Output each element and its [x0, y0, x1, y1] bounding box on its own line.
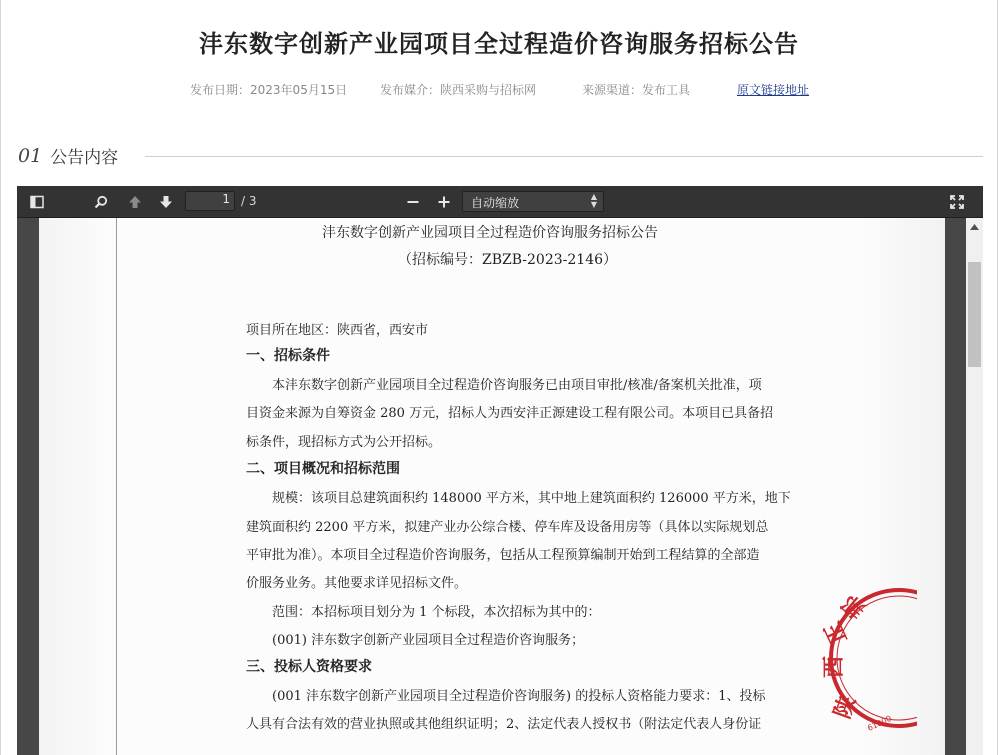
doc-paragraph-line: (001) 沣东数字创新产业园项目全过程造价咨询服务； — [272, 633, 585, 648]
doc-paragraph-line: 本沣东数字创新产业园项目全过程造价咨询服务已由项目审批/核准/备案机关批准，项 — [272, 378, 762, 393]
source-channel — [582, 81, 690, 98]
doc-heading-2: 二、项目概况和招标范围 — [246, 461, 400, 477]
doc-region: 项目所在地区：陕西省，西安市 — [246, 323, 429, 338]
publish-media — [380, 81, 536, 98]
page-title: 沣东数字创新产业园项目全过程造价咨询服务招标公告 — [199, 30, 799, 58]
next-page-icon[interactable] — [156, 192, 176, 212]
doc-paragraph-line: 规模：该项目总建筑面积约 148000 平方米，其中地上建筑面积约 126000 平方米，地下 — [272, 491, 791, 506]
svg-text:邦: 邦 — [837, 589, 871, 623]
original-link-wrap — [737, 81, 809, 98]
doc-paragraph-line: 平审批为准）。本项目全过程造价咨询服务，包括从工程预算编制开始到工程结算的全部造 — [246, 548, 760, 563]
zoom-in-icon[interactable] — [434, 192, 454, 212]
select-arrows-icon: ▲ ▼ — [590, 192, 597, 209]
scan-margin-line — [116, 218, 117, 755]
doc-bid-number: （招标编号：ZBZB-2023-2146） — [398, 252, 618, 268]
publish-date-label: 发布日期： — [190, 83, 251, 97]
section-heading — [18, 143, 118, 168]
page-border-left — [0, 0, 1, 755]
section-number: 01 — [18, 144, 43, 167]
media-label: 发布媒介： — [380, 83, 441, 97]
zoom-out-icon[interactable] — [403, 192, 423, 212]
doc-paragraph-line: 人具有合法有效的营业执照或其他组织证明；2、法定代表人授权书（附法定代表人身份证 — [246, 717, 762, 732]
doc-heading-3: 三、投标人资格要求 — [246, 659, 372, 675]
svg-text:西: 西 — [822, 655, 847, 678]
svg-text:61000: 61000 — [866, 713, 893, 733]
scroll-up-icon[interactable] — [966, 218, 983, 235]
svg-text:陕: 陕 — [830, 692, 862, 723]
source-value: 发布工具 — [642, 83, 691, 97]
vertical-scrollbar[interactable] — [966, 218, 983, 755]
doc-paragraph-line: 范围：本招标项目划分为 1 个标段，本次招标为其中的： — [272, 605, 601, 620]
section-divider — [145, 156, 983, 157]
publish-date-value: 2023年05月15日 — [250, 83, 348, 97]
pdf-viewer — [17, 186, 983, 755]
fullscreen-icon[interactable] — [947, 192, 967, 212]
svg-text:正: 正 — [820, 617, 853, 649]
doc-paragraph-line: 价服务业务。其他要求详见招标文件。 — [246, 576, 468, 591]
doc-heading-1: 一、招标条件 — [246, 348, 330, 364]
source-label: 来源渠道： — [582, 83, 643, 97]
document-page — [39, 218, 945, 755]
doc-paragraph-line: (001 沣东数字创新产业园项目全过程造价咨询服务) 的投标人资格能力要求：1、投标 — [272, 689, 766, 704]
doc-paragraph-line: 建筑面积约 2200 平方米，拟建产业办公综合楼、停车库及设备用房等（具体以实际规划总 — [246, 520, 769, 535]
page-number-input[interactable]: 1 — [185, 191, 235, 211]
original-link[interactable]: 原文链接地址 — [737, 83, 810, 97]
section-title: 公告内容 — [50, 148, 119, 168]
page-count: / 3 — [241, 194, 257, 208]
doc-title: 沣东数字创新产业园项目全过程造价咨询服务招标公告 — [322, 225, 658, 241]
scrollbar-thumb[interactable] — [968, 262, 981, 367]
sidebar-toggle-icon[interactable] — [27, 192, 47, 212]
document-area[interactable] — [17, 218, 966, 755]
zoom-value: 自动缩放 — [471, 196, 520, 210]
doc-paragraph-line: 目资金来源为自筹资金 280 万元，招标人为西安沣正源建设工程有限公司。本项目已具备招 — [246, 406, 774, 421]
doc-paragraph-line: 标条件，现招标方式为公开招标。 — [246, 435, 442, 450]
pdf-toolbar — [17, 186, 983, 218]
search-icon[interactable] — [91, 192, 111, 212]
publish-date — [190, 81, 347, 98]
previous-page-icon[interactable] — [125, 192, 145, 212]
media-value: 陕西采购与招标网 — [440, 83, 537, 97]
company-seal — [817, 578, 917, 738]
zoom-select[interactable] — [462, 191, 604, 212]
